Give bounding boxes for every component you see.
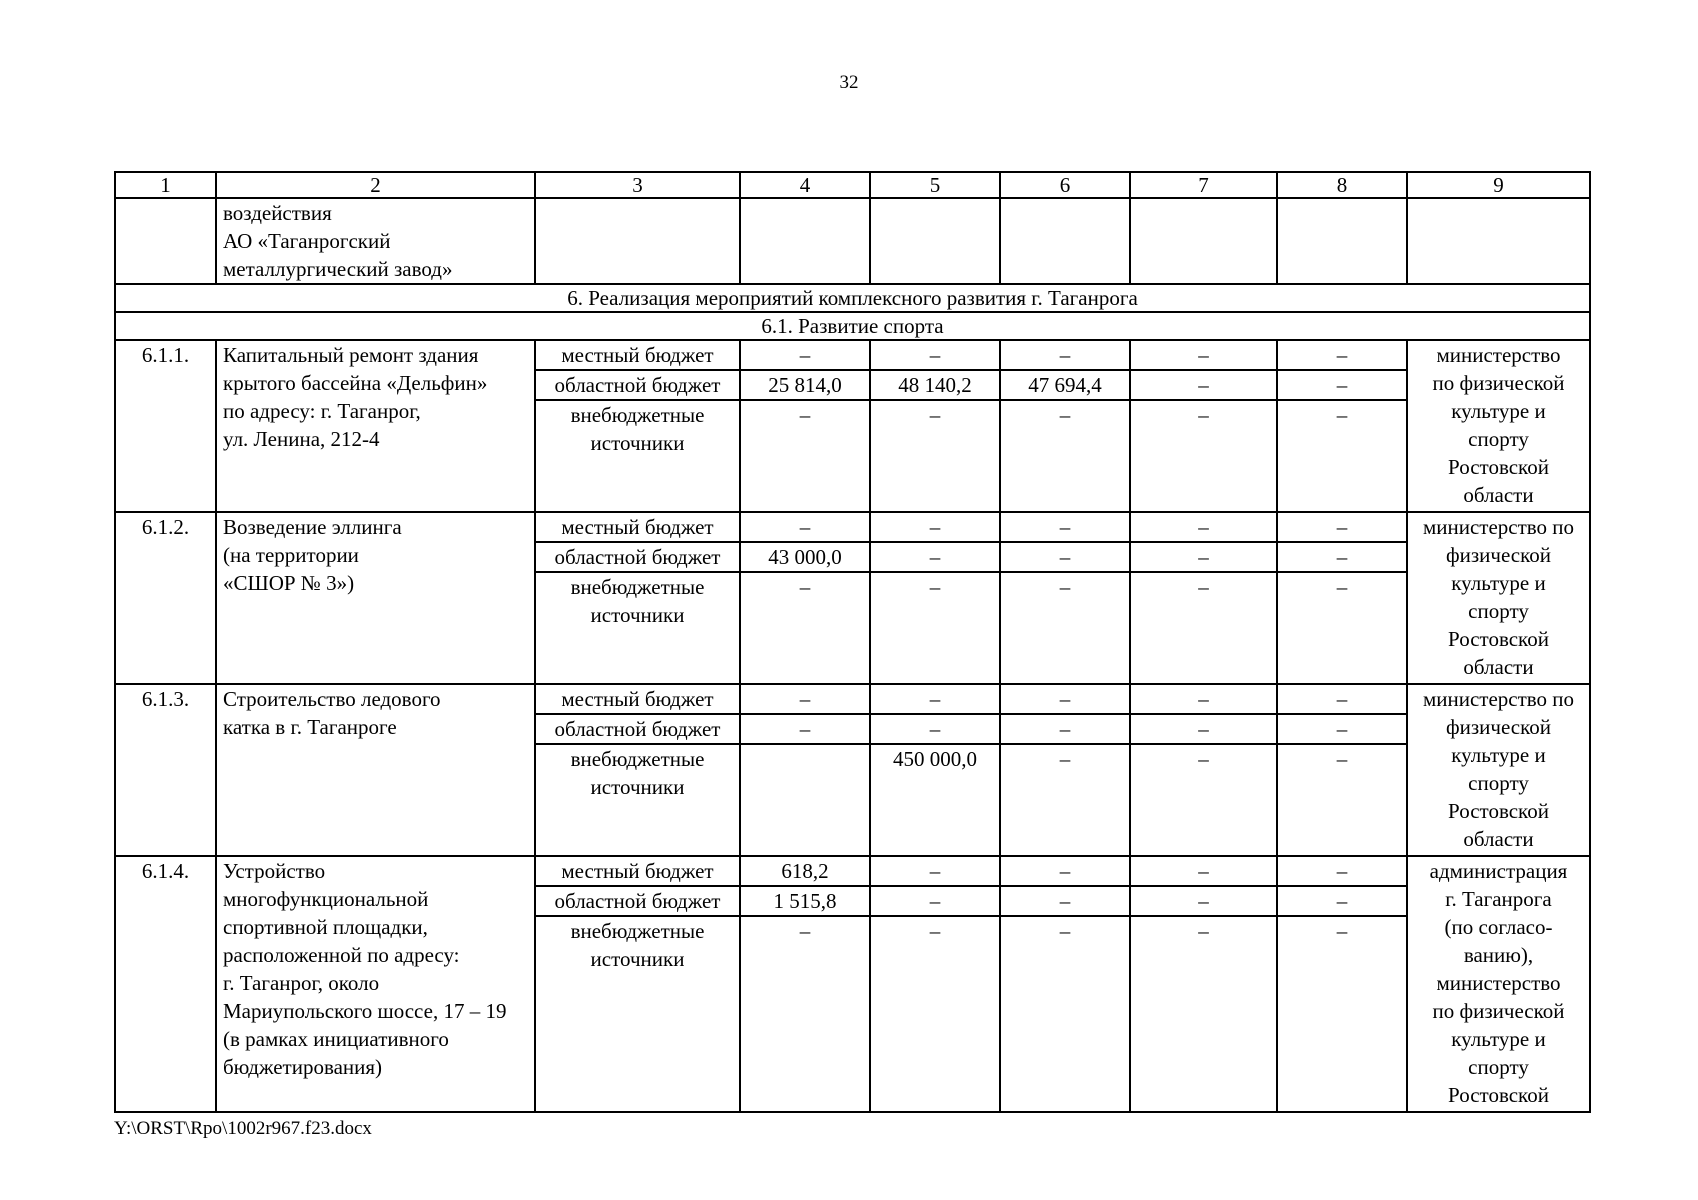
- amount-cell: –: [1000, 714, 1130, 744]
- amount-cell: –: [740, 340, 870, 370]
- funding-source: местный бюджет: [535, 512, 740, 542]
- col-header: 9: [1407, 172, 1590, 198]
- amount-cell: –: [1000, 684, 1130, 714]
- amount-cell: –: [1130, 542, 1277, 572]
- amount-cell: –: [1277, 512, 1407, 542]
- amount-cell: –: [870, 916, 1000, 1112]
- amount-cell: –: [1130, 340, 1277, 370]
- amount-cell: –: [870, 684, 1000, 714]
- amount-cell: –: [740, 916, 870, 1112]
- amount-cell: –: [870, 714, 1000, 744]
- executor: министерство по физической культуре и спорту Ростовской области: [1407, 684, 1590, 856]
- funding-source: местный бюджет: [535, 340, 740, 370]
- amount-cell: –: [870, 400, 1000, 512]
- table-row: [115, 684, 1590, 714]
- amount-cell: –: [1130, 572, 1277, 684]
- item-number: 6.1.4.: [115, 856, 216, 1112]
- funding-source: областной бюджет: [535, 886, 740, 916]
- amount-cell: –: [1000, 916, 1130, 1112]
- amount-cell: –: [1130, 744, 1277, 856]
- funding-source: внебюджетные источники: [535, 744, 740, 856]
- column-number-row: [115, 172, 1590, 198]
- col-header: 4: [740, 172, 870, 198]
- amount-cell: –: [1277, 340, 1407, 370]
- amount-cell: –: [1000, 542, 1130, 572]
- amount-cell: –: [740, 684, 870, 714]
- section-row: [115, 284, 1590, 312]
- amount-cell: 618,2: [740, 856, 870, 886]
- col-header: 2: [216, 172, 535, 198]
- amount-cell: –: [870, 572, 1000, 684]
- amount-cell: 48 140,2: [870, 370, 1000, 400]
- amount-cell: –: [1277, 684, 1407, 714]
- col-header: 7: [1130, 172, 1277, 198]
- item-name: Устройство многофункциональной спортивной площадки, расположенной по адресу: г. Таганрог, около Мариупольского шоссе, 17 – 19 (в рамках инициативного бюджетирования): [216, 856, 535, 1112]
- col-header: 6: [1000, 172, 1130, 198]
- amount-cell: –: [740, 572, 870, 684]
- page-number: 32: [839, 72, 859, 93]
- amount-cell: –: [1130, 370, 1277, 400]
- funding-source: местный бюджет: [535, 684, 740, 714]
- amount-cell: 43 000,0: [740, 542, 870, 572]
- amount-cell: 1 515,8: [740, 886, 870, 916]
- executor: администрация г. Таганрога (по согласо- ванию), министерство по физической культуре и спорту Ростовской: [1407, 856, 1590, 1112]
- amount-cell: [740, 744, 870, 856]
- file-path-footer: Y:\ORST\Rpo\1002r967.f23.docx: [114, 1118, 372, 1139]
- executor: министерство по физической культуре и спорту Ростовской области: [1407, 340, 1590, 512]
- amount-cell: –: [1130, 714, 1277, 744]
- amount-cell: –: [1277, 744, 1407, 856]
- col-header: 1: [115, 172, 216, 198]
- amount-cell: –: [1277, 400, 1407, 512]
- amount-cell: –: [1277, 916, 1407, 1112]
- amount-cell: –: [870, 856, 1000, 886]
- funding-source: областной бюджет: [535, 370, 740, 400]
- col-header: 3: [535, 172, 740, 198]
- amount-cell: –: [1130, 886, 1277, 916]
- amount-cell: –: [870, 512, 1000, 542]
- amount-cell: –: [740, 512, 870, 542]
- amount-cell: –: [1277, 572, 1407, 684]
- amount-cell: –: [1130, 856, 1277, 886]
- amount-cell: –: [1130, 512, 1277, 542]
- item-number: 6.1.2.: [115, 512, 216, 684]
- amount-cell: –: [1277, 542, 1407, 572]
- amount-cell: –: [870, 886, 1000, 916]
- amount-cell: –: [1000, 886, 1130, 916]
- amount-cell: 450 000,0: [870, 744, 1000, 856]
- col-header: 8: [1277, 172, 1407, 198]
- table-row: [115, 512, 1590, 542]
- amount-cell: –: [1000, 856, 1130, 886]
- amount-cell: –: [1000, 572, 1130, 684]
- funding-source: областной бюджет: [535, 542, 740, 572]
- amount-cell: –: [1277, 714, 1407, 744]
- item-name: Капитальный ремонт здания крытого бассейна «Дельфин» по адресу: г. Таганрог, ул. Ленина, 212-4: [216, 340, 535, 512]
- amount-cell: –: [1277, 856, 1407, 886]
- amount-cell: 47 694,4: [1000, 370, 1130, 400]
- amount-cell: –: [1000, 340, 1130, 370]
- amount-cell: –: [1130, 684, 1277, 714]
- funding-source: внебюджетные источники: [535, 916, 740, 1112]
- section-title: 6. Реализация мероприятий комплексного развития г. Таганрога: [115, 284, 1590, 312]
- funding-source: областной бюджет: [535, 714, 740, 744]
- col-header: 5: [870, 172, 1000, 198]
- amount-cell: –: [1277, 886, 1407, 916]
- continuation-text: воздействия АО «Таганрогский металлургический завод»: [216, 198, 535, 284]
- item-name: Возведение эллинга (на территории «СШОР № 3»): [216, 512, 535, 684]
- item-name: Строительство ледового катка в г. Таганроге: [216, 684, 535, 856]
- amount-cell: –: [1000, 512, 1130, 542]
- table-row: [115, 856, 1590, 886]
- program-table: [114, 171, 1591, 1113]
- amount-cell: –: [1277, 370, 1407, 400]
- amount-cell: –: [740, 400, 870, 512]
- amount-cell: –: [1130, 400, 1277, 512]
- table-row: [115, 340, 1590, 370]
- amount-cell: –: [1000, 744, 1130, 856]
- item-number: 6.1.1.: [115, 340, 216, 512]
- amount-cell: 25 814,0: [740, 370, 870, 400]
- amount-cell: –: [1000, 400, 1130, 512]
- funding-source: местный бюджет: [535, 856, 740, 886]
- funding-source: внебюджетные источники: [535, 400, 740, 512]
- continuation-row: [115, 198, 1590, 284]
- amount-cell: –: [870, 542, 1000, 572]
- amount-cell: –: [740, 714, 870, 744]
- item-number: 6.1.3.: [115, 684, 216, 856]
- subsection-title: 6.1. Развитие спорта: [115, 312, 1590, 340]
- subsection-row: [115, 312, 1590, 340]
- amount-cell: –: [1130, 916, 1277, 1112]
- funding-source: внебюджетные источники: [535, 572, 740, 684]
- executor: министерство по физической культуре и спорту Ростовской области: [1407, 512, 1590, 684]
- amount-cell: –: [870, 340, 1000, 370]
